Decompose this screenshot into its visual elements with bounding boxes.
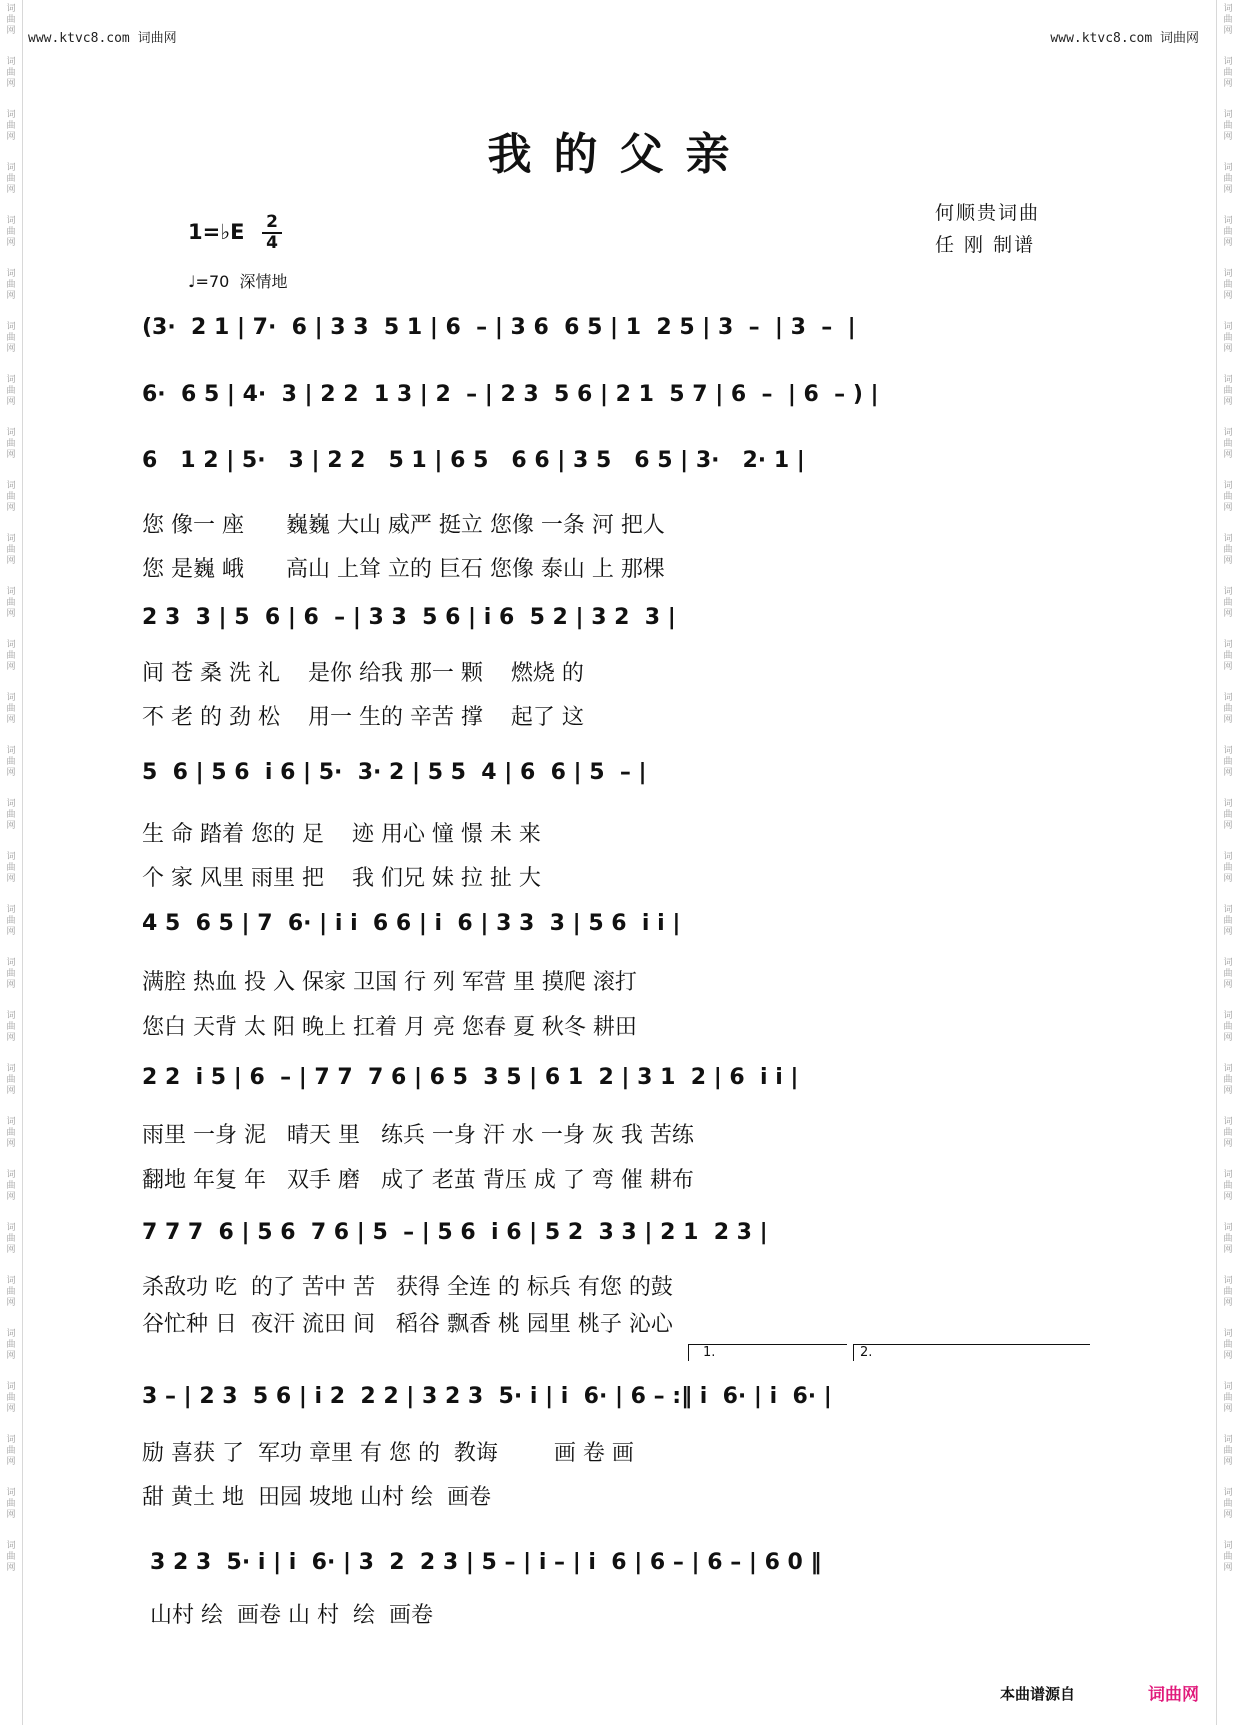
side-watermark-text: 词 曲 网 [6, 428, 16, 460]
side-watermark-text: 词 曲 网 [1223, 1223, 1233, 1255]
side-watermark-text: 词 曲 网 [6, 587, 16, 619]
score-system-7-lyric-verse-1: 雨里 一身 泥 晴天 里 练兵 一身 汗 水 一身 灰 我 苦练 [142, 1123, 694, 1148]
side-watermark-text: 词 曲 网 [6, 1117, 16, 1149]
side-watermark-text: 词 曲 网 [1223, 905, 1233, 937]
side-watermark-text: 词 曲 网 [6, 905, 16, 937]
score-system-8-lyric-verse-2: 谷忙种 日 夜汗 流田 间 稻谷 飘香 桃 园里 桃子 沁心 [142, 1312, 673, 1337]
score-system-9-lyric-verse-1: 励 喜获 了 军功 章里 有 您 的 教诲 画 卷 画 [142, 1441, 634, 1466]
score-system-2-notes: 6· 6 5 | 4· 3 | 2 2 1 3 | 2 – | 2 3 5 6 | 2 1 5 7 | 6 – | 6 – ) | [142, 382, 879, 407]
side-watermark-text: 词 曲 网 [1223, 428, 1233, 460]
side-watermark-text: 词 曲 网 [6, 640, 16, 672]
time-signature [262, 214, 282, 252]
side-watermark-text: 词 曲 网 [1223, 375, 1233, 407]
side-watermark-text: 词 曲 网 [6, 1170, 16, 1202]
side-watermark-text: 词 曲 网 [1223, 1011, 1233, 1043]
side-watermark-text: 词 曲 网 [1223, 322, 1233, 354]
side-watermark-text: 词 曲 网 [6, 1064, 16, 1096]
score-system-7-notes: 2 2 i 5 | 6 – | 7 7 7 6 | 6 5 3 5 | 6 1 2 | 3 1 2 | 6 i i | [142, 1065, 799, 1090]
left-watermark-strip [0, 0, 23, 1725]
side-watermark-text: 词 曲 网 [6, 1435, 16, 1467]
score-system-5-lyric-verse-2: 个 家 风里 雨里 把 我 们兄 妹 拉 扯 大 [142, 866, 541, 891]
side-watermark-text: 词 曲 网 [6, 375, 16, 407]
side-watermark-text: 词 曲 网 [1223, 852, 1233, 884]
side-watermark-text: 词 曲 网 [1223, 1064, 1233, 1096]
side-watermark-text: 词 曲 网 [1223, 1117, 1233, 1149]
tempo-mark [188, 269, 288, 292]
score-system-5-lyric-verse-1: 生 命 踏着 您的 足 迹 用心 憧 憬 未 来 [142, 822, 541, 847]
score-system-9-notes: 3 – | 2 3 5 6 | i 2 2 2 | 3 2 3 5· i | i 6· | 6 – :‖ i 6· | i 6· | [142, 1384, 832, 1409]
right-watermark-strip [1216, 0, 1239, 1725]
footer-source-text: 本曲谱源自 [1000, 1685, 1076, 1703]
score-system-6-lyric-verse-1: 满腔 热血 投 入 保家 卫国 行 列 军营 里 摸爬 滚打 [142, 970, 637, 995]
side-watermark-text: 词 曲 网 [1223, 57, 1233, 89]
time-signature-bottom: 4 [266, 233, 278, 253]
credit-arranger: 任 刚 制谱 [935, 234, 1036, 256]
second-ending-bracket [853, 1344, 1090, 1361]
side-watermark-text: 词 曲 网 [1223, 481, 1233, 513]
side-watermark-text: 词 曲 网 [6, 799, 16, 831]
footer-site-logo[interactable]: 词曲网 [1148, 1685, 1199, 1705]
side-watermark-text: 词 曲 网 [1223, 799, 1233, 831]
score-system-4-notes: 2 3 3 | 5 6 | 6 – | 3 3 5 6 | i 6 5 2 | 3 2 3 | [142, 605, 676, 630]
side-watermark-text: 词 曲 网 [1223, 216, 1233, 248]
side-watermark-text: 词 曲 网 [6, 4, 16, 36]
side-watermark-text: 词 曲 网 [1223, 163, 1233, 195]
first-ending-bracket [688, 1344, 847, 1361]
side-watermark-text: 词 曲 网 [6, 693, 16, 725]
side-watermark-text: 词 曲 网 [1223, 1329, 1233, 1361]
side-watermark-text: 词 曲 网 [6, 481, 16, 513]
side-watermark-text: 词 曲 网 [6, 216, 16, 248]
credit-lyricist-composer: 何顺贵词曲 [935, 202, 1041, 224]
side-watermark-text: 词 曲 网 [1223, 746, 1233, 778]
score-system-10-lyric-verse-1: 山村 绘 画卷 山 村 绘 画卷 [150, 1603, 433, 1628]
side-watermark-text: 词 曲 网 [6, 322, 16, 354]
score-system-3-lyric-verse-1: 您 像一 座 巍巍 大山 威严 挺立 您像 一条 河 把人 [142, 513, 665, 538]
side-watermark-text: 词 曲 网 [6, 534, 16, 566]
side-watermark-text: 词 曲 网 [1223, 1276, 1233, 1308]
second-ending-label: 2. [860, 1345, 873, 1360]
score-system-8-notes: 7 7 7 6 | 5 6 7 6 | 5 – | 5 6 i 6 | 5 2 3 3 | 2 1 2 3 | [142, 1220, 768, 1245]
score-system-9-lyric-verse-2: 甜 黄土 地 田园 坡地 山村 绘 画卷 [142, 1485, 491, 1510]
score-system-5-notes: 5 6 | 5 6 i 6 | 5· 3· 2 | 5 5 4 | 6 6 | 5 – | [142, 760, 647, 785]
side-watermark-text: 词 曲 网 [6, 1329, 16, 1361]
side-watermark-text: 词 曲 网 [6, 57, 16, 89]
corner-watermark-left: www.ktvc8.com 词曲网 [28, 31, 177, 46]
side-watermark-text: 词 曲 网 [1223, 269, 1233, 301]
side-watermark-text: 词 曲 网 [6, 1488, 16, 1520]
side-watermark-text: 词 曲 网 [6, 163, 16, 195]
score-system-3-notes: 6 1 2 | 5· 3 | 2 2 5 1 | 6 5 6 6 | 3 5 6 5 | 3· 2· 1 | [142, 448, 805, 473]
side-watermark-text: 词 曲 网 [6, 1541, 16, 1573]
side-watermark-text: 词 曲 网 [6, 1276, 16, 1308]
corner-watermark-right: www.ktvc8.com 词曲网 [1050, 31, 1199, 46]
tempo-expression: 深情地 [239, 272, 288, 291]
side-watermark-text: 词 曲 网 [6, 1011, 16, 1043]
side-watermark-text: 词 曲 网 [6, 110, 16, 142]
score-system-3-lyric-verse-2: 您 是巍 峨 高山 上耸 立的 巨石 您像 泰山 上 那棵 [142, 557, 665, 582]
side-watermark-text: 词 曲 网 [6, 269, 16, 301]
time-signature-top: 2 [266, 212, 278, 232]
score-system-7-lyric-verse-2: 翻地 年复 年 双手 磨 成了 老茧 背压 成 了 弯 催 耕布 [142, 1168, 694, 1193]
side-watermark-text: 词 曲 网 [6, 746, 16, 778]
score-system-6-lyric-verse-2: 您白 天背 太 阳 晚上 扛着 月 亮 您春 夏 秋冬 耕田 [142, 1015, 637, 1040]
side-watermark-text: 词 曲 网 [6, 1223, 16, 1255]
first-ending-label: 1. [703, 1345, 716, 1360]
tempo-value: ♩=70 [188, 272, 230, 291]
side-watermark-text: 词 曲 网 [6, 852, 16, 884]
score-system-4-lyric-verse-2: 不 老 的 劲 松 用一 生的 辛苦 撑 起了 这 [142, 705, 584, 730]
side-watermark-text: 词 曲 网 [1223, 1435, 1233, 1467]
side-watermark-text: 词 曲 网 [1223, 4, 1233, 36]
side-watermark-text: 词 曲 网 [1223, 958, 1233, 990]
side-watermark-text: 词 曲 网 [1223, 693, 1233, 725]
score-system-6-notes: 4 5 6 5 | 7 6· | i i 6 6 | i 6 | 3 3 3 | 5 6 i i | [142, 911, 681, 936]
key-signature: 1=♭E [188, 220, 245, 244]
side-watermark-text: 词 曲 网 [1223, 1170, 1233, 1202]
side-watermark-text: 词 曲 网 [6, 1382, 16, 1414]
side-watermark-text: 词 曲 网 [1223, 587, 1233, 619]
side-watermark-text: 词 曲 网 [1223, 534, 1233, 566]
song-title: 我的父亲 [487, 129, 752, 180]
score-system-8-lyric-verse-1: 杀敌功 吃 的了 苦中 苦 获得 全连 的 标兵 有您 的鼓 [142, 1275, 673, 1300]
side-watermark-text: 词 曲 网 [1223, 640, 1233, 672]
side-watermark-text: 词 曲 网 [1223, 1382, 1233, 1414]
side-watermark-text: 词 曲 网 [1223, 1541, 1233, 1573]
score-system-1-notes: (3· 2 1 | 7· 6 | 3 3 5 1 | 6 – | 3 6 6 5 | 1 2 5 | 3 – | 3 – | [142, 315, 856, 340]
side-watermark-text: 词 曲 网 [1223, 110, 1233, 142]
score-system-10-notes: 3 2 3 5· i | i 6· | 3 2 2 3 | 5 – | i – | i 6 | 6 – | 6 – | 6 0 ‖ [150, 1550, 822, 1575]
side-watermark-text: 词 曲 网 [1223, 1488, 1233, 1520]
score-system-4-lyric-verse-1: 间 苍 桑 洗 礼 是你 给我 那一 颗 燃烧 的 [142, 661, 584, 686]
side-watermark-text: 词 曲 网 [6, 958, 16, 990]
